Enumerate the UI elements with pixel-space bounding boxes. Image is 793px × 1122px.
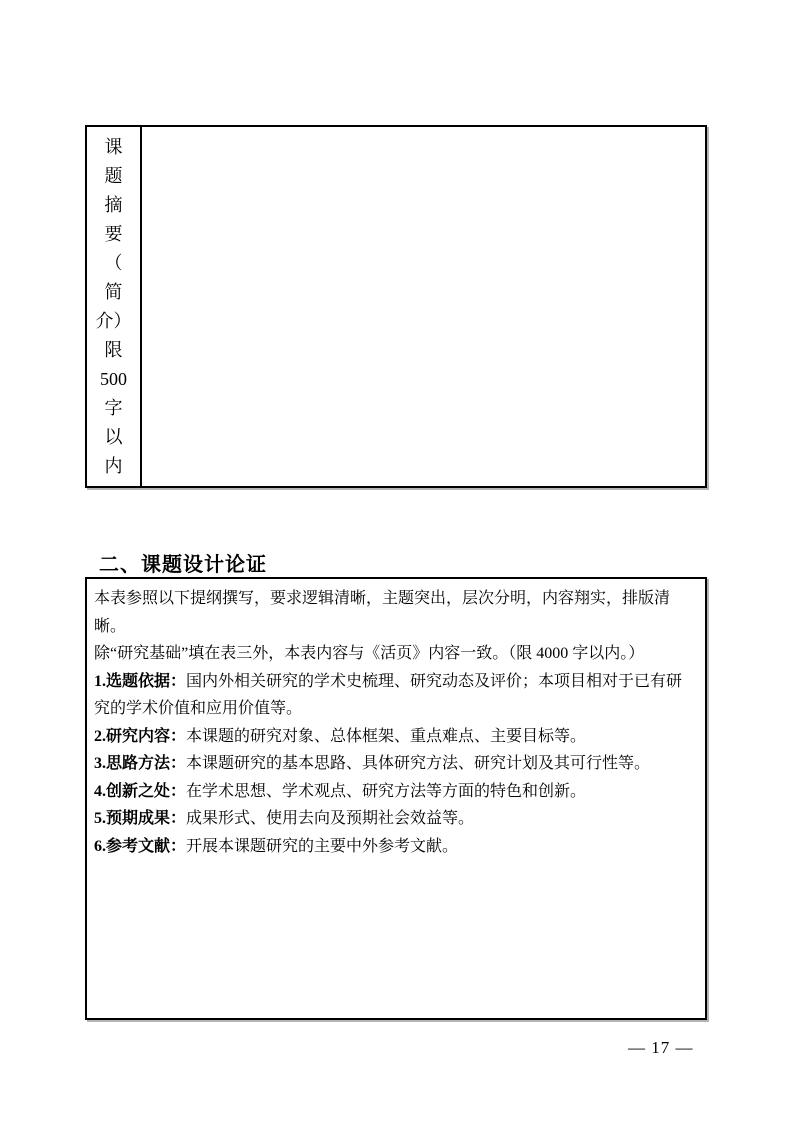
abstract-label-line: 课 <box>104 136 123 157</box>
guideline-intro-line: 除“研究基础”填在表三外，本表内容与《活页》内容一致。（限 4000 字以内。） <box>94 645 645 662</box>
abstract-label-line: 字 <box>104 397 123 418</box>
guideline-intro-line: 本表参照以下提纲撰写，要求逻辑清晰，主题突出，层次分明，内容翔实，排版清晰。 <box>94 590 671 635</box>
guideline-item <box>94 668 698 723</box>
page-number: — 17 — <box>628 1038 694 1057</box>
abstract-table <box>85 125 707 488</box>
abstract-label-line: 介） <box>95 310 132 331</box>
guideline-item-text: 开展本课题研究的主要中外参考文献。 <box>186 837 459 855</box>
guideline-item-label: 4.创新之处： <box>94 782 187 800</box>
guideline-item-label: 1.选题依据： <box>94 672 187 690</box>
abstract-label-line: 以 <box>104 426 123 447</box>
guideline-item-text: 国内外相关研究的学术史梳理、研究动态及评价；本项目相对于已有研究的学术价值和应用价值等。 <box>94 672 683 717</box>
guideline-item-text: 本课题研究的基本思路、具体研究方法、研究计划及其可行性等。 <box>186 755 651 772</box>
section2-title: 二、课题设计论证 <box>99 554 267 576</box>
guideline-item <box>94 833 698 861</box>
guideline-item-text: 成果形式、使用去向及预期社会效益等。 <box>186 810 475 827</box>
abstract-label-line: 限 <box>104 339 123 360</box>
abstract-label-line: 题 <box>104 165 123 186</box>
guideline-item-text: 在学术思想、学术观点、研究方法等方面的特色和创新。 <box>186 782 587 800</box>
abstract-label-cell <box>87 127 142 486</box>
guideline-item-label: 5.预期成果： <box>94 810 187 827</box>
abstract-label-line: 摘 <box>104 194 123 215</box>
guideline-item-text: 本课题的研究对象、总体框架、重点难点、主要目标等。 <box>186 727 587 745</box>
guideline-item-label: 6.参考文献： <box>94 837 187 855</box>
guideline-item <box>94 750 698 778</box>
abstract-label-line: 要 <box>104 223 123 244</box>
abstract-content-area[interactable] <box>142 127 705 486</box>
section2-guideline-box <box>85 577 707 1020</box>
guideline-item <box>94 723 698 751</box>
guideline-item <box>94 778 698 806</box>
abstract-label-line: 简 <box>104 281 123 302</box>
guideline-item-label: 2.研究内容： <box>94 727 187 745</box>
guideline-item <box>94 805 698 833</box>
abstract-label-line: 内 <box>104 455 123 476</box>
abstract-label-line: 500 <box>100 368 127 389</box>
abstract-label-line: （ <box>104 252 123 273</box>
guideline-item-label: 3.思路方法： <box>94 755 187 772</box>
